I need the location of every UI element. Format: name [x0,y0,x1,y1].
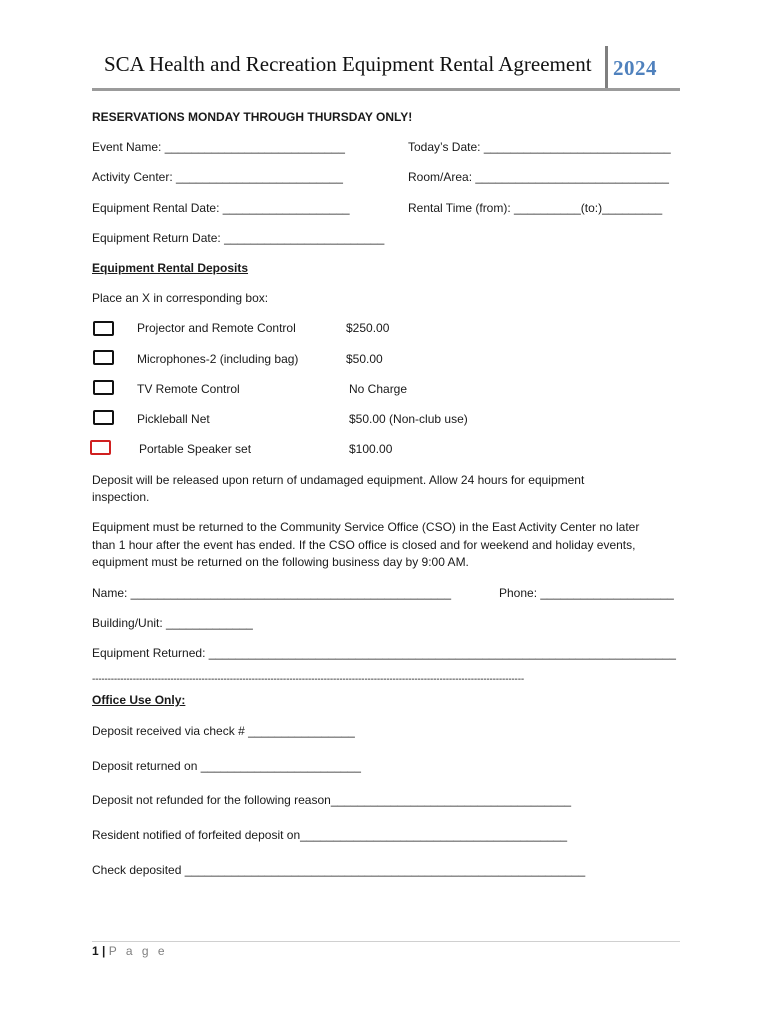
return-policy-line2: than 1 hour after the event has ended. If the CSO office is closed and for weekend and holiday events, [92,538,636,552]
deposit-policy-line2: inspection. [92,490,150,504]
office-use-heading: Office Use Only: [92,693,186,707]
check-deposited-field[interactable]: Check deposited ____________________________________________________________ [92,863,586,877]
item-name-tv-remote: TV Remote Control [137,382,240,396]
deposit-check-field[interactable]: Deposit received via check # ________________ [92,724,355,738]
checkbox-pickleball-net[interactable] [93,410,114,425]
checkbox-projector[interactable] [93,321,114,336]
page-number: 1 [92,944,99,958]
renter-name-field[interactable]: Name: ________________________________________________ [92,586,452,600]
item-name-microphones: Microphones-2 (including bag) [137,352,299,366]
checkbox-microphones[interactable] [93,350,114,365]
event-name-field[interactable]: Event Name: ___________________________ [92,140,345,154]
reservation-notice: RESERVATIONS MONDAY THROUGH THURSDAY ONLY! [92,110,413,124]
item-price-pickleball-net: $50.00 (Non-club use) [349,412,468,426]
deposit-policy-line1: Deposit will be released upon return of undamaged equipment. Allow 24 hours for equipment [92,473,585,487]
deposit-not-refunded-field[interactable]: Deposit not refunded for the following reason____________________________________ [92,793,572,807]
item-price-microphones: $50.00 [346,352,383,366]
deposits-heading: Equipment Rental Deposits [92,261,249,275]
building-unit-field[interactable]: Building/Unit: _____________ [92,616,253,630]
resident-notified-field[interactable]: Resident notified of forfeited deposit on________________________________________ [92,828,568,842]
rental-date-field[interactable]: Equipment Rental Date: ___________________ [92,201,350,215]
footer-divider [92,941,680,942]
renter-phone-field[interactable]: Phone: ____________________ [499,586,674,600]
deposit-returned-field[interactable]: Deposit returned on ________________________ [92,759,361,773]
item-name-projector: Projector and Remote Control [137,321,296,335]
item-price-tv-remote: No Charge [349,382,408,396]
page-footer [92,944,168,958]
item-price-portable-speaker: $100.00 [349,442,393,456]
todays-date-field[interactable]: Today’s Date: ____________________________ [408,140,671,154]
page-label: P a g e [108,944,168,958]
return-date-field[interactable]: Equipment Return Date: ________________________ [92,231,385,245]
document-header [92,44,680,91]
checkbox-tv-remote[interactable] [93,380,114,395]
item-name-portable-speaker: Portable Speaker set [139,442,252,456]
return-policy-line3: equipment must be returned on the following business day by 9:00 AM. [92,555,469,569]
equipment-returned-field[interactable]: Equipment Returned: ______________________________________________________________________ [92,646,676,660]
item-price-projector: $250.00 [346,321,390,335]
checkbox-portable-speaker[interactable] [90,440,111,455]
rental-time-field[interactable]: Rental Time (from): __________(to:)_________ [408,201,663,215]
document-title: SCA Health and Recreation Equipment Rental Agreement [104,52,592,76]
footer-separator: | [98,944,109,958]
item-name-pickleball-net: Pickleball Net [137,412,210,426]
deposits-instruction: Place an X in corresponding box: [92,291,269,305]
header-divider [605,46,608,88]
return-policy-line1: Equipment must be returned to the Community Service Office (CSO) in the East Activity Center no later [92,520,640,534]
activity-center-field[interactable]: Activity Center: _________________________ [92,170,343,184]
room-area-field[interactable]: Room/Area: _____________________________ [408,170,669,184]
document-year: 2024 [613,56,657,80]
section-separator: ------------------------------------------------------------------------------------------------------------------------------------------ [92,674,524,685]
